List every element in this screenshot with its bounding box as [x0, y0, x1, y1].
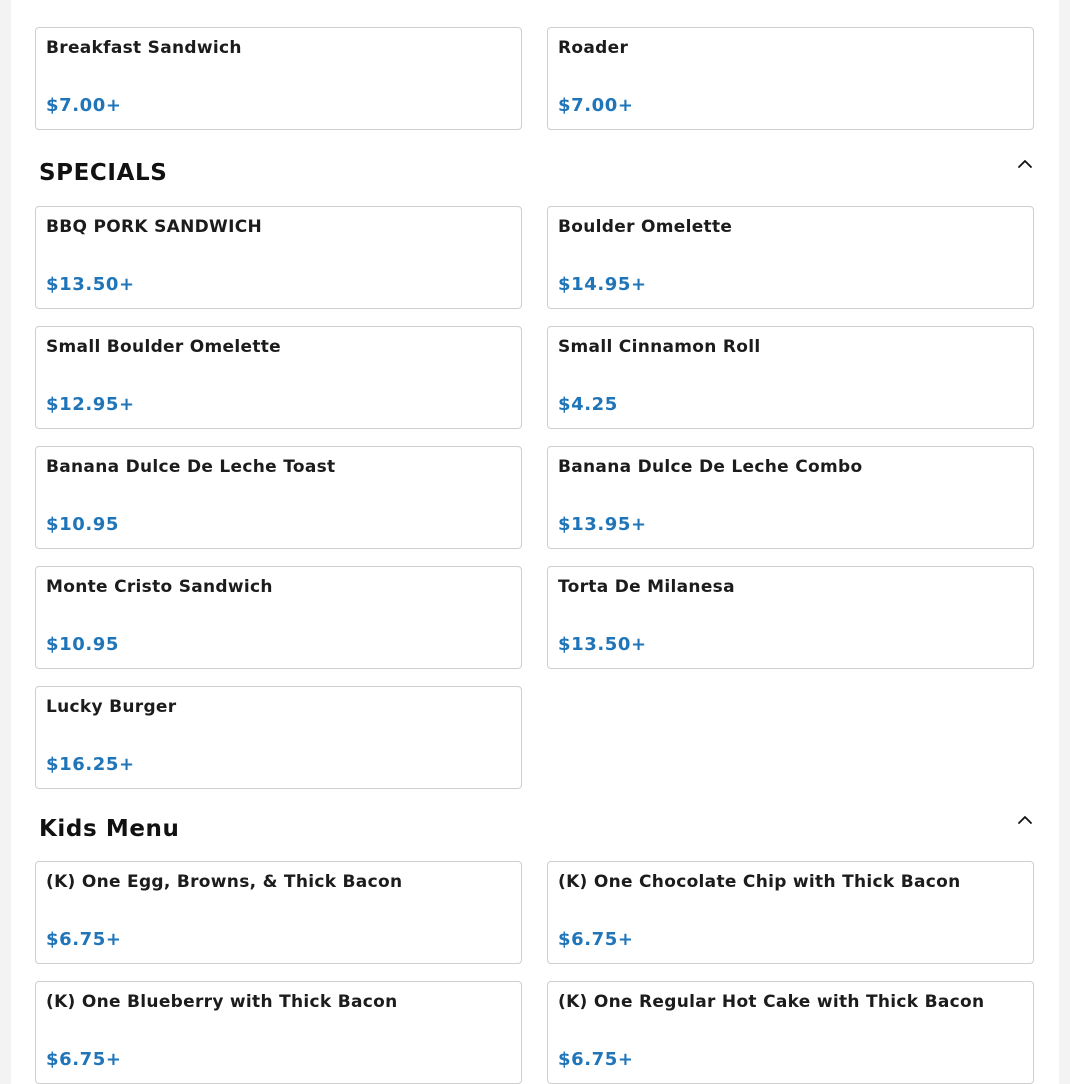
menu-item-price: $10.95 [46, 514, 120, 535]
menu-item-price: $13.95+ [558, 514, 647, 535]
menu-item-price: $4.25 [558, 394, 618, 415]
menu-item-price: $7.00+ [558, 95, 634, 116]
menu-item-card[interactable] [35, 27, 522, 130]
menu-item-card[interactable] [35, 861, 522, 964]
menu-item-name: BBQ PORK SANDWICH [46, 217, 262, 237]
menu-item-price: $13.50+ [558, 634, 647, 655]
menu-item-card[interactable] [35, 206, 522, 309]
menu-item-name: (K) One Regular Hot Cake with Thick Bacon [558, 992, 985, 1012]
section-title: SPECIALS [39, 160, 168, 186]
menu-item-card[interactable] [35, 326, 522, 429]
specials-items-grid [35, 206, 1034, 789]
menu-item-name: Small Boulder Omelette [46, 337, 282, 357]
menu-item-name: (K) One Blueberry with Thick Bacon [46, 992, 398, 1012]
menu-item-price: $13.50+ [46, 274, 135, 295]
previous-items-grid [35, 27, 1034, 130]
menu-item-card[interactable] [547, 981, 1034, 1084]
menu-item-price: $16.25+ [46, 754, 135, 775]
menu-item-card[interactable] [547, 27, 1034, 130]
menu-page [11, 0, 1059, 1084]
menu-item-card[interactable] [547, 446, 1034, 549]
chevron-up-icon[interactable] [1014, 809, 1036, 831]
menu-item-card[interactable] [35, 446, 522, 549]
menu-item-price: $6.75+ [46, 929, 122, 950]
menu-item-price: $7.00+ [46, 95, 122, 116]
menu-item-card[interactable] [547, 326, 1034, 429]
menu-item-name: Small Cinnamon Roll [558, 337, 761, 357]
menu-item-name: Lucky Burger [46, 697, 177, 717]
kids-items-grid [35, 861, 1034, 1084]
menu-item-name: Monte Cristo Sandwich [46, 577, 273, 597]
menu-item-card[interactable] [35, 566, 522, 669]
section-header[interactable] [11, 150, 1059, 204]
menu-item-price: $6.75+ [46, 1049, 122, 1070]
menu-item-price: $14.95+ [558, 274, 647, 295]
menu-item-name: Boulder Omelette [558, 217, 733, 237]
menu-item-price: $6.75+ [558, 929, 634, 950]
menu-item-name: Banana Dulce De Leche Combo [558, 457, 863, 477]
menu-item-name: (K) One Egg, Browns, & Thick Bacon [46, 872, 403, 892]
chevron-up-icon[interactable] [1014, 153, 1036, 175]
menu-item-card[interactable] [35, 686, 522, 789]
menu-item-name: (K) One Chocolate Chip with Thick Bacon [558, 872, 961, 892]
menu-item-price: $10.95 [46, 634, 120, 655]
menu-item-name: Banana Dulce De Leche Toast [46, 457, 336, 477]
menu-item-card[interactable] [547, 566, 1034, 669]
menu-item-card[interactable] [35, 981, 522, 1084]
menu-item-card[interactable] [547, 206, 1034, 309]
section-kids-menu [11, 806, 1059, 1070]
section-header[interactable] [11, 806, 1059, 860]
menu-item-price: $12.95+ [46, 394, 135, 415]
section-specials [11, 150, 1059, 775]
section-title: Kids Menu [39, 816, 180, 842]
menu-item-price: $6.75+ [558, 1049, 634, 1070]
menu-item-name: Breakfast Sandwich [46, 38, 242, 58]
menu-item-name: Roader [558, 38, 629, 58]
menu-item-name: Torta De Milanesa [558, 577, 735, 597]
menu-item-card[interactable] [547, 861, 1034, 964]
